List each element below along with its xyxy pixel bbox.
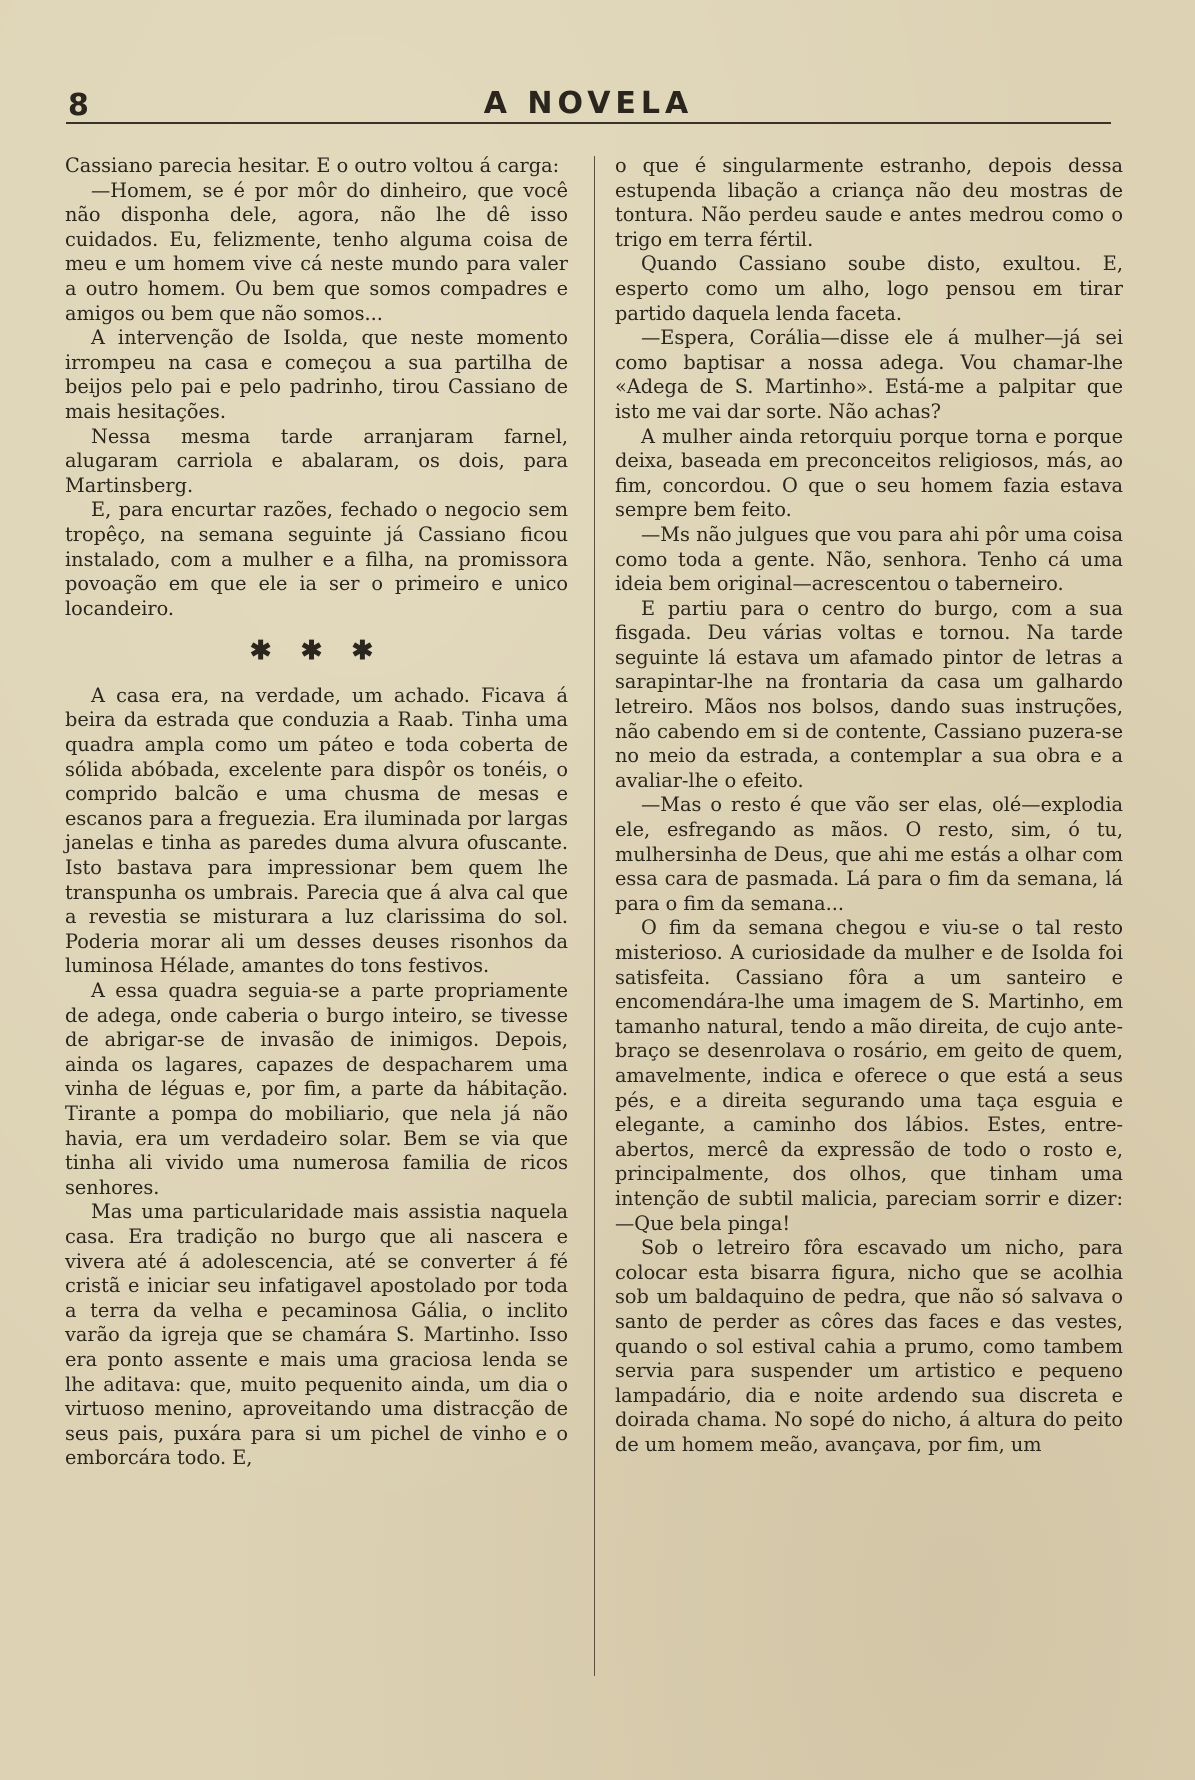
left-column bbox=[65, 154, 568, 1471]
paragraph: A mulher ainda retorquiu porque torna e porque deixa, baseada em preconceitos religiosos, más, ao fim, concordou. O que o seu homem fazia estava sempre bem feito. bbox=[615, 424, 1123, 522]
paragraph: Cassiano parecia hesitar. E o outro voltou á carga: bbox=[65, 154, 560, 177]
paragraph: E partiu para o centro do burgo, com a sua fisgada. Deu várias voltas e tornou. Na tarde seguinte lá estava um afamado pintor de letras a sarapintar-lhe na frontaria da casa um galhardo letreiro. Mãos nos bolsos, dando suas instruções, não cabendo em si de contente, Cassiano puzera-se no meio da estrada, a contemplar a sua obra e a avaliar-lhe o efeito. bbox=[615, 596, 1123, 792]
section-separator: ✱ ✱ ✱ bbox=[249, 636, 384, 667]
paragraph: O fim da semana chegou e viu-se o tal resto misterioso. A curiosidade da mulher e de Isolda foi satisfeita. Cassiano fôra a um santeiro e encomendára-lhe uma imagem de S. Martinho, em tamanho natural, tendo a mão direita, de cujo ante-braço se desenrolava o rosário, em geito de quem, amavelmente, indica e oferece o que está a seus pés, e a direita segurando uma taça esguia e elegante, a caminho dos lábios. Estes, entre-abertos, mercê da expressão de todo o rosto e, principalmente, dos olhos, que tinham uma intenção de subtil malicia, pareciam sorrir e dizer:—Que bela pinga! bbox=[615, 916, 1123, 1235]
paragraph: —Ms não julgues que vou para ahi pôr uma coisa como toda a gente. Não, senhora. Tenho cá uma ideia bem original—acrescentou o taberneiro. bbox=[615, 522, 1123, 596]
paragraph: Mas uma particularidade mais assistia naquela casa. Era tradição no burgo que ali nascera e vivera até á adolescencia, até se converter á fé cristã e iniciar seu infatigavel apostolado por toda a terra da velha e pecaminosa Gália, o inclito varão da igreja que se chamára S. Martinho. Isso era ponto assente e mais uma graciosa lenda se lhe aditava: que, muito pequenito ainda, um dia o virtuoso menino, aproveitando uma distracção de seus pais, puxára para si um pichel de vinho e o emborcára todo. E, bbox=[65, 1200, 568, 1470]
page-number: 8 bbox=[68, 88, 90, 123]
paragraph: o que é singularmente estranho, depois dessa estupenda libação a criança não deu mostras de tontura. Não perdeu saude e antes medrou como o trigo em terra fértil. bbox=[615, 154, 1123, 251]
right-column bbox=[615, 154, 1123, 1457]
paragraph: Sob o letreiro fôra escavado um nicho, para colocar esta bisarra figura, nicho que se acolhia sob um baldaquino de pedra, que não só salvava o santo de perder as côres das faces e das vestes, quando o sol estival cahia a prumo, como tambem servia para suspender um artistico e pequeno lampadário, dia e noite ardendo sua discreta e doirada chama. No sopé do nicho, á altura do peito de um homem meão, avançava, por fim, um bbox=[615, 1236, 1123, 1456]
paragraph: E, para encurtar razões, fechado o negocio sem tropêço, na semana seguinte já Cassiano ficou instalado, com a mulher e a filha, na promissora povoação em que ele ia ser o primeiro e unico locandeiro. bbox=[65, 498, 568, 620]
paragraph: —Homem, se é por môr do dinheiro, que você não disponha dele, agora, não lhe dê isso cuidados. Eu, felizmente, tenho alguma coisa de meu e um homem vive cá neste mundo para valer a outro homem. Ou bem que somos compadres e amigos ou bem que não somos... bbox=[65, 178, 568, 325]
page-title: A NOVELA bbox=[483, 86, 694, 121]
paragraph: —Mas o resto é que vão ser elas, olé—explodia ele, esfregando as mãos. O resto, sim, ó tu, mulhersinha de Deus, que ahi me estás a olhar com essa cara de pasmada. Lá para o fim da semana, lá para o fim da semana... bbox=[615, 793, 1123, 915]
column-divider bbox=[594, 156, 595, 1676]
paragraph: A casa era, na verdade, um achado. Ficava á beira da estrada que conduzia a Raab. Tinha uma quadra ampla como um páteo e toda coberta de sólida abóbada, excelente para dispôr os tonéis, o comprido balcão e uma chusma de mesas e escanos para a freguezia. Era iluminada por largas janelas e tinha as paredes duma alvura ofuscante. Isto bastava para impressionar bem quem lhe transpunha os umbrais. Parecia que á alva cal que a revestia se misturara a luz clarissima do sol. Poderia morar ali um desses deuses risonhos da luminosa Hélade, amantes do tons festivos. bbox=[65, 683, 568, 978]
paragraph: Nessa mesma tarde arranjaram farnel, alugaram carriola e abalaram, os dois, para Martinsberg. bbox=[65, 424, 568, 497]
paragraph: —Espera, Corália—disse ele á mulher—já sei como baptisar a nossa adega. Vou chamar-lhe «Adega de S. Martinho». Está-me a palpitar que isto me vai dar sorte. Não achas? bbox=[615, 326, 1123, 423]
page-header bbox=[66, 88, 1111, 124]
paragraph: A intervenção de Isolda, que neste momento irrompeu na casa e começou a sua partilha de beijos pelo pai e pelo padrinho, tirou Cassiano de mais hesitações. bbox=[65, 326, 568, 423]
paragraph: Quando Cassiano soube disto, exultou. E, esperto como um alho, logo pensou em tirar partido daquela lenda faceta. bbox=[615, 252, 1123, 325]
paragraph: A essa quadra seguia-se a parte propriamente de adega, onde caberia o burgo inteiro, se tivesse de abrigar-se de invasão de inimigos. Depois, ainda os lagares, capazes de despacharem uma vinha de léguas e, por fim, a parte da hábitação. Tirante a pompa do mobiliario, que nela já não havia, era um verdadeiro solar. Bem se via que tinha ali vivido uma numerosa familia de ricos senhores. bbox=[65, 979, 568, 1199]
header-rule bbox=[66, 122, 1111, 124]
